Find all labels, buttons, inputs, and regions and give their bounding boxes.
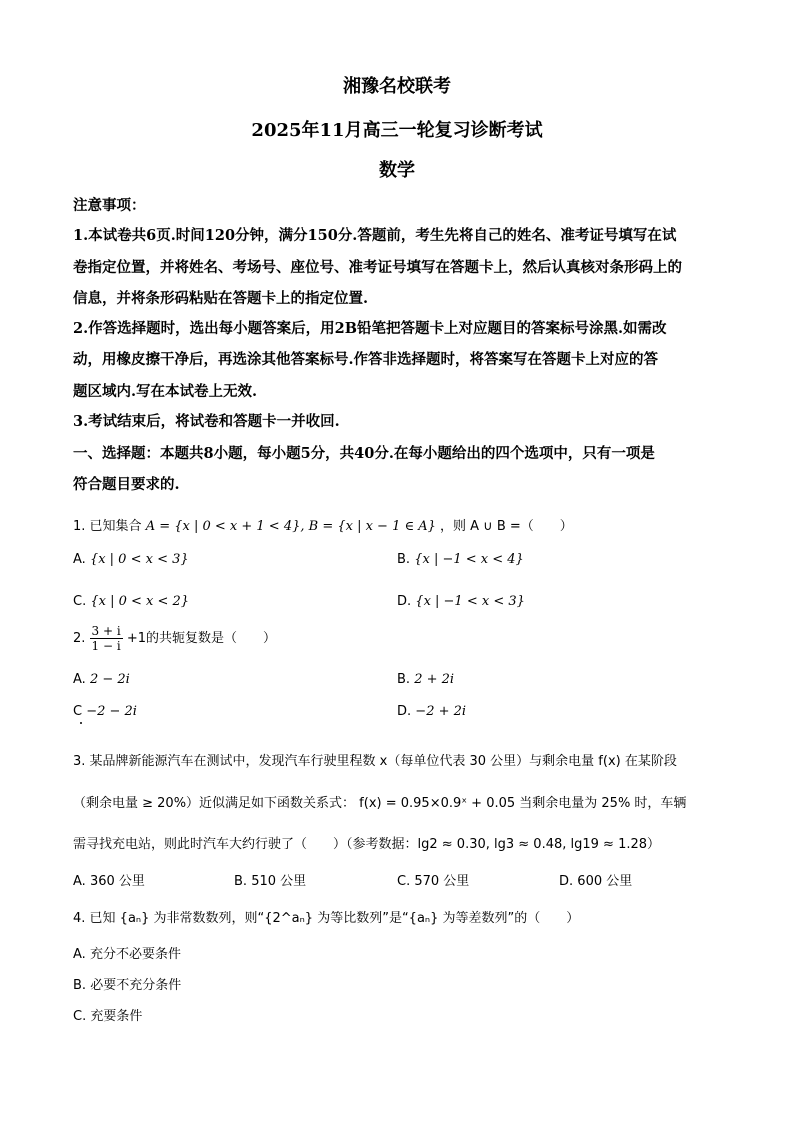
option-text: 充要条件 bbox=[90, 1009, 143, 1024]
q2-number: 2. bbox=[73, 631, 86, 646]
exam-name-title: 2025年11月高三一轮复习诊断考试 bbox=[251, 120, 543, 141]
q2-option-b bbox=[397, 672, 454, 687]
option-label: B. bbox=[234, 874, 248, 889]
option-text: 600 公里 bbox=[577, 874, 633, 889]
option-label: C. bbox=[73, 1009, 87, 1024]
q2-option-a bbox=[73, 672, 130, 687]
q4-option-b bbox=[73, 974, 181, 993]
option-text: 充分不必要条件 bbox=[89, 947, 181, 962]
option-text: 510 公里 bbox=[251, 874, 307, 889]
option-label: C. bbox=[73, 594, 87, 609]
subject-title: 数学 bbox=[379, 160, 415, 181]
notice-line: 1.本试卷共6页.时间120分钟，满分150分.答题前，考生先将自己的姓名、准考证号填写在试 bbox=[73, 227, 677, 244]
q3-option-b bbox=[234, 870, 306, 889]
q1-suffix: ，则 A ∪ B =（ ） bbox=[440, 519, 573, 534]
q1-option-c bbox=[73, 594, 189, 609]
notice-line: 动，用橡皮擦干净后，再选涂其他答案标号.作答非选择题时，将答案写在答题卡上对应的答 bbox=[73, 351, 659, 368]
option-label: A. bbox=[73, 874, 86, 889]
q2-fraction bbox=[90, 624, 123, 653]
option-text: {x | −1 < x < 3} bbox=[415, 594, 525, 609]
option-text: 必要不充分条件 bbox=[90, 978, 182, 993]
q1-prefix: 1. 已知集合 bbox=[73, 519, 142, 534]
option-text: {x | 0 < x < 2} bbox=[90, 594, 190, 609]
option-label: A. bbox=[73, 672, 86, 687]
q4-option-c bbox=[73, 1005, 142, 1024]
option-text: {x | 0 < x < 3} bbox=[89, 552, 189, 567]
option-label: C bbox=[73, 704, 83, 719]
section-heading: 一、选择题：本题共8小题，每小题5分，共40分.在每小题给出的四个选项中，只有一项是 bbox=[73, 445, 655, 462]
notice-line: 卷指定位置，并将姓名、考场号、座位号、准考证号填写在答题卡上，然后认真核对条形码上的 bbox=[73, 259, 682, 276]
q1-formula: A = {x | 0 < x + 1 < 4}, B = {x | x − 1 ∈ A} bbox=[145, 519, 436, 534]
q1-option-d bbox=[397, 594, 525, 609]
option-label: B. bbox=[397, 672, 411, 687]
notice-line: 题区域内.写在本试卷上无效. bbox=[73, 383, 258, 400]
q2-option-d bbox=[397, 704, 466, 719]
option-label: B. bbox=[73, 978, 87, 993]
option-text: −2 − 2i bbox=[86, 704, 137, 719]
q3-option-a bbox=[73, 870, 145, 889]
q3-option-d bbox=[559, 870, 632, 889]
option-label: C. bbox=[397, 874, 411, 889]
option-text: 2 − 2i bbox=[89, 672, 130, 687]
notice-line: 3.考试结束后，将试卷和答题卡一并收回. bbox=[73, 413, 340, 430]
question-1-stem bbox=[73, 515, 573, 534]
question-3-stem-line3: 需寻找充电站，则此时汽车大约行驶了（ ）（参考数据：lg2 ≈ 0.30, lg3 ≈ 0.48, lg19 ≈ 1.28） bbox=[73, 837, 661, 852]
stray-dot-mark bbox=[80, 722, 82, 724]
q2-option-c bbox=[73, 704, 137, 719]
notice-line: 2.作答选择题时，选出每小题答案后，用2B铅笔把答题卡上对应题目的答案标号涂黑.如需改 bbox=[73, 320, 667, 337]
q4-option-a bbox=[73, 943, 181, 962]
notice-heading: 注意事项： bbox=[73, 197, 146, 214]
question-3-stem-line2: （剩余电量 ≥ 20%）近似满足如下函数关系式： f(x) = 0.95×0.9ˣ + 0.05 当剩余电量为 25% 时，车辆 bbox=[73, 796, 687, 811]
option-label: D. bbox=[397, 704, 412, 719]
option-text: −2 + 2i bbox=[415, 704, 467, 719]
question-3-stem-line1: 3. 某品牌新能源汽车在测试中，发现汽车行驶里程数 x（每单位代表 30 公里）与剩余电量 f(x) 在某阶段 bbox=[73, 754, 677, 769]
option-text: 360 公里 bbox=[89, 874, 145, 889]
option-text: {x | −1 < x < 4} bbox=[414, 552, 524, 567]
question-4-stem: 4. 已知 {aₙ} 为非常数数列，则“{2^aₙ} 为等比数列”是“{aₙ} 为等差数列”的（ ） bbox=[73, 911, 580, 926]
option-label: A. bbox=[73, 947, 86, 962]
option-label: D. bbox=[559, 874, 574, 889]
fraction-numerator: 3 + i bbox=[91, 624, 121, 638]
option-label: B. bbox=[397, 552, 411, 567]
q1-option-a bbox=[73, 552, 189, 567]
option-text: 570 公里 bbox=[414, 874, 470, 889]
exam-org-title: 湘豫名校联考 bbox=[343, 76, 451, 97]
question-2-stem bbox=[73, 624, 276, 653]
option-text: 2 + 2i bbox=[414, 672, 455, 687]
option-label: D. bbox=[397, 594, 412, 609]
section-heading-cont: 符合题目要求的. bbox=[73, 476, 180, 493]
notice-line: 信息，并将条形码粘贴在答题卡上的指定位置. bbox=[73, 290, 369, 307]
q1-option-b bbox=[397, 552, 524, 567]
q3-option-c bbox=[397, 870, 469, 889]
q2-suffix: +1的共轭复数是（ ） bbox=[126, 631, 277, 646]
option-label: A. bbox=[73, 552, 86, 567]
fraction-denominator: 1 − i bbox=[91, 639, 121, 653]
